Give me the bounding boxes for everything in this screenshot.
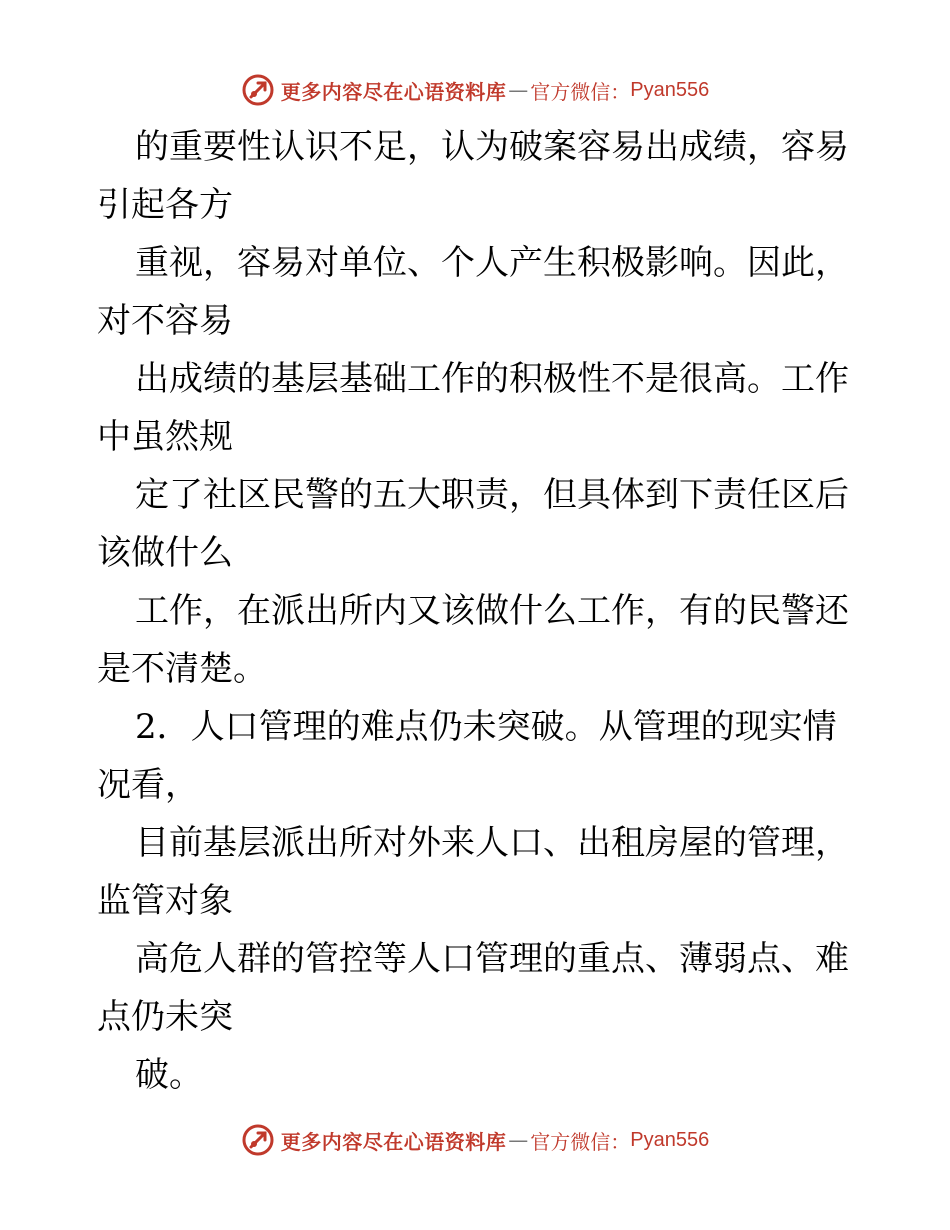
body-line: 对不容易 bbox=[97, 301, 233, 341]
footer-banner bbox=[0, 1120, 950, 1160]
body-line: 该做什么 bbox=[97, 533, 233, 573]
body-line: 目前基层派出所对外来人口、出租房屋的管理， bbox=[135, 823, 849, 863]
body-line: 引起各方 bbox=[97, 185, 233, 225]
body-line: 是不清楚。 bbox=[97, 649, 267, 689]
brand-logo-icon bbox=[241, 1123, 275, 1157]
header-wechat-label: 官方微信： bbox=[530, 79, 631, 104]
header-wechat-handle: Pyan556 bbox=[630, 78, 710, 101]
header-separator: — bbox=[508, 78, 529, 102]
footer-wechat-handle: Pyan556 bbox=[630, 1128, 710, 1151]
body-line: 的重要性认识不足，认为破案容易出成绩，容易 bbox=[135, 127, 849, 167]
header-brand-text: 更多内容尽在心语资料库 bbox=[280, 79, 507, 104]
body-line: 定了社区民警的五大职责，但具体到下责任区后 bbox=[135, 475, 849, 515]
body-line: 中虽然规 bbox=[97, 417, 233, 457]
footer-brand-text: 更多内容尽在心语资料库 bbox=[280, 1129, 507, 1154]
brand-logo-icon bbox=[241, 73, 275, 107]
body-line: 工作，在派出所内又该做什么工作，有的民警还 bbox=[135, 591, 849, 631]
body-line: 2．人口管理的难点仍未突破。从管理的现实情 bbox=[135, 707, 837, 747]
body-line: 破。 bbox=[135, 1055, 203, 1095]
header-banner bbox=[0, 70, 950, 110]
document-body bbox=[97, 118, 857, 1104]
body-line: 重视，容易对单位、个人产生积极影响。因此， bbox=[135, 243, 849, 283]
body-line: 高危人群的管控等人口管理的重点、薄弱点、难 bbox=[135, 939, 849, 979]
body-line: 况看， bbox=[97, 765, 199, 805]
body-line: 点仍未突 bbox=[97, 997, 233, 1037]
footer-separator: — bbox=[508, 1128, 529, 1152]
body-line: 监管对象 bbox=[97, 881, 233, 921]
footer-wechat-label: 官方微信： bbox=[530, 1129, 631, 1154]
body-line: 出成绩的基层基础工作的积极性不是很高。工作 bbox=[135, 359, 849, 399]
